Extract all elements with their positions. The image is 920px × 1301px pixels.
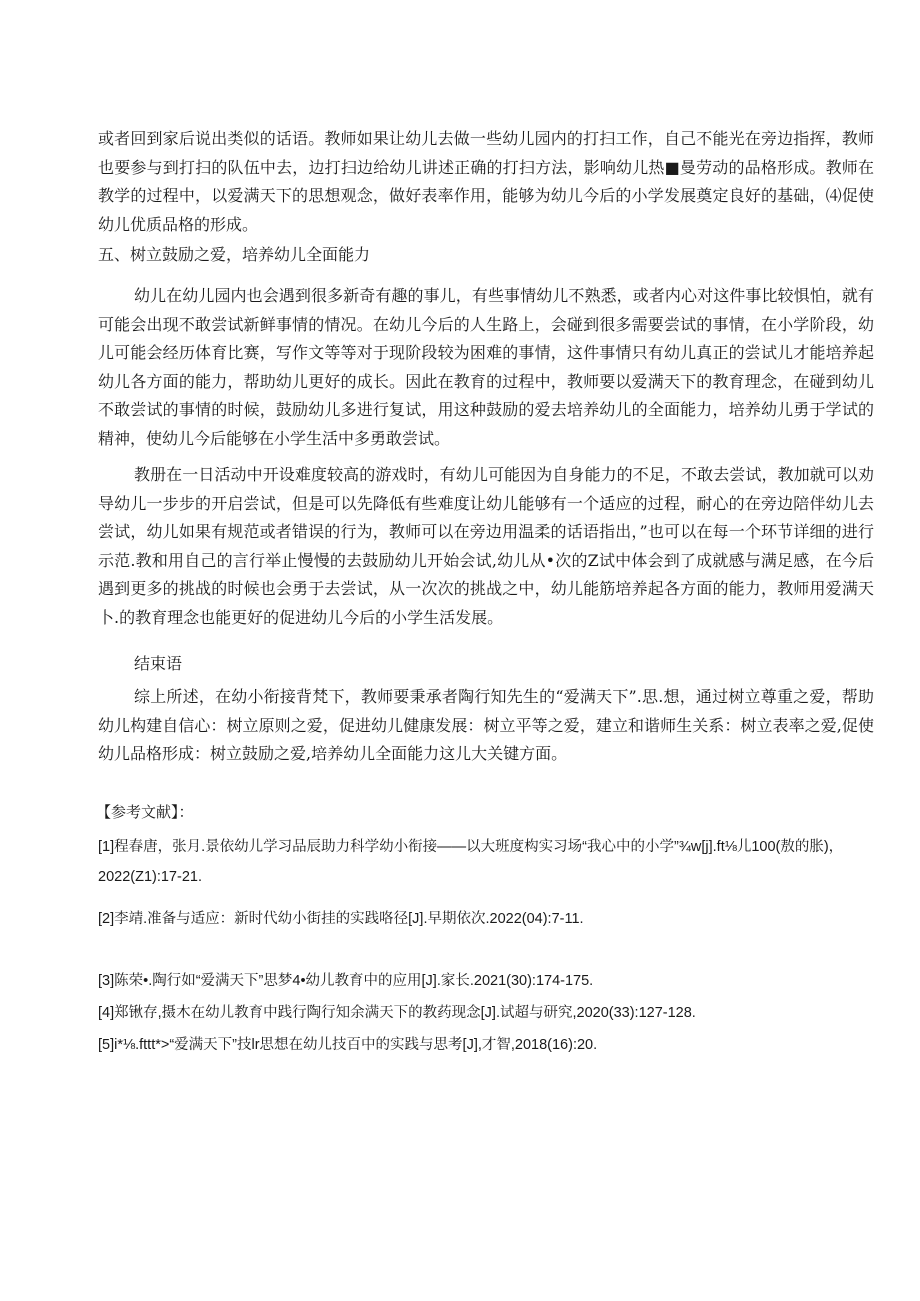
paragraph-labor-character: 或者回到家后说出类似的话语。教师如果让幼儿去做一些幼儿园内的打扫工作，自己不能光在旁边指挥，教师也要参与到打扫的队伍中去，边打扫边给幼儿讲述正确的打扫方法，影响幼儿热■曼劳动的品格形成。教师在教学的过程中，以爱满天下的思想观念，做好表率作用，能够为幼儿今后的小学发展奠定良好的基础，⑷促使幼儿优质品格的形成。 [98, 129, 874, 234]
paragraph-conclusion: 综上所述，在幼小衔接背梵下，教师要秉承者陶行知先生的“爱满天下”.思.想，通过树立尊重之爱，帮助幼儿构建自信心：树立原则之爱，促进幼儿健康发展：树立平等之爱，建立和谐师生关系：树立表率之爱,促使幼儿品格形成：树立鼓励之爱,培养幼儿全面能力这儿大关键方面。 [98, 687, 874, 763]
reference-item-2: [2]李靖.准备与适应：新时代幼小街挂的实践咯径[J].早期依次.2022(04):7-11. [98, 911, 584, 927]
closing-title: 结束语 [134, 654, 183, 673]
references-title: 【参考文献】： [96, 803, 194, 821]
reference-item-5: [5]i*⅛.fttt*>“爱满天下”技lr思想在幼儿技百中的实践与思考[J],才智,2018(16):20. [98, 1037, 598, 1053]
reference-item-1: [1]程春唐，张月.景依幼儿学习品辰助力科学幼小衔接——以大班度构实习场“我心中的小学”¾w[j].ft⅛儿100(敖的胀)，2022(Z1):17-21. [98, 839, 844, 885]
reference-item-3: [3]陈荣•.陶行如“爱满天下”思梦4•幼儿教育中的应用[J].家长.2021(30):174-175. [98, 973, 594, 989]
reference-item-4: [4]郑锹存,摄木在幼儿教育中践行陶行知余满天下的教药现念[J].试超与研究,2020(33):127-128. [98, 1005, 696, 1021]
paragraph-trying-new-things: 幼儿在幼儿园内也会遇到很多新奇有趣的事儿，有些事情幼儿不熟悉，或者内心对这件事比较惧怕，就有可能会出现不敢尝试新鲜事情的情况。在幼儿今后的人生路上，会碰到很多需要尝试的事情，在小学阶段，幼儿可能会经历体育比赛，写作文等等对于现阶段较为困难的事情，这件事情只有幼儿真正的尝试儿才能培养起幼儿各方面的能力，帮助幼儿更好的成长。因此在教育的过程中，教师要以爱满天下的教育理念，在碰到幼儿不敢尝试的事情的时候，鼓励幼儿多进行复试，用这种鼓励的爱去培养幼儿的全面能力，培养幼儿勇于学试的精神，使幼儿今后能够在小学生活中多勇敢尝试。 [98, 286, 874, 448]
section-heading-encouragement: 五、树立鼓励之爱，培养幼儿全面能力 [98, 245, 371, 264]
paragraph-game-difficulty: 教册在一日活动中开设难度较高的游戏时，有幼儿可能因为自身能力的不足，不敢去尝试，教加就可以劝导幼儿一步步的开启尝试，但是可以先降低有些难度让幼儿能够有一个适应的过程，耐心的在旁边陪伴幼儿去尝试，幼儿如果有规范或者错误的行为，教师可以在旁边用温柔的话语指出，”也可以在每一个环节详细的进行示范.教和用自己的言行举止慢慢的去鼓励幼儿开始会试,幼儿从•次的Z试中体会到了成就感与满足感，在今后遇到更多的挑战的时候也会勇于去尝试，从一次次的挑战之中，幼儿能筋培养起各方面的能力，教师用爱满天卜.的教育理念也能更好的促进幼儿今后的小学生活发展。 [98, 465, 874, 627]
